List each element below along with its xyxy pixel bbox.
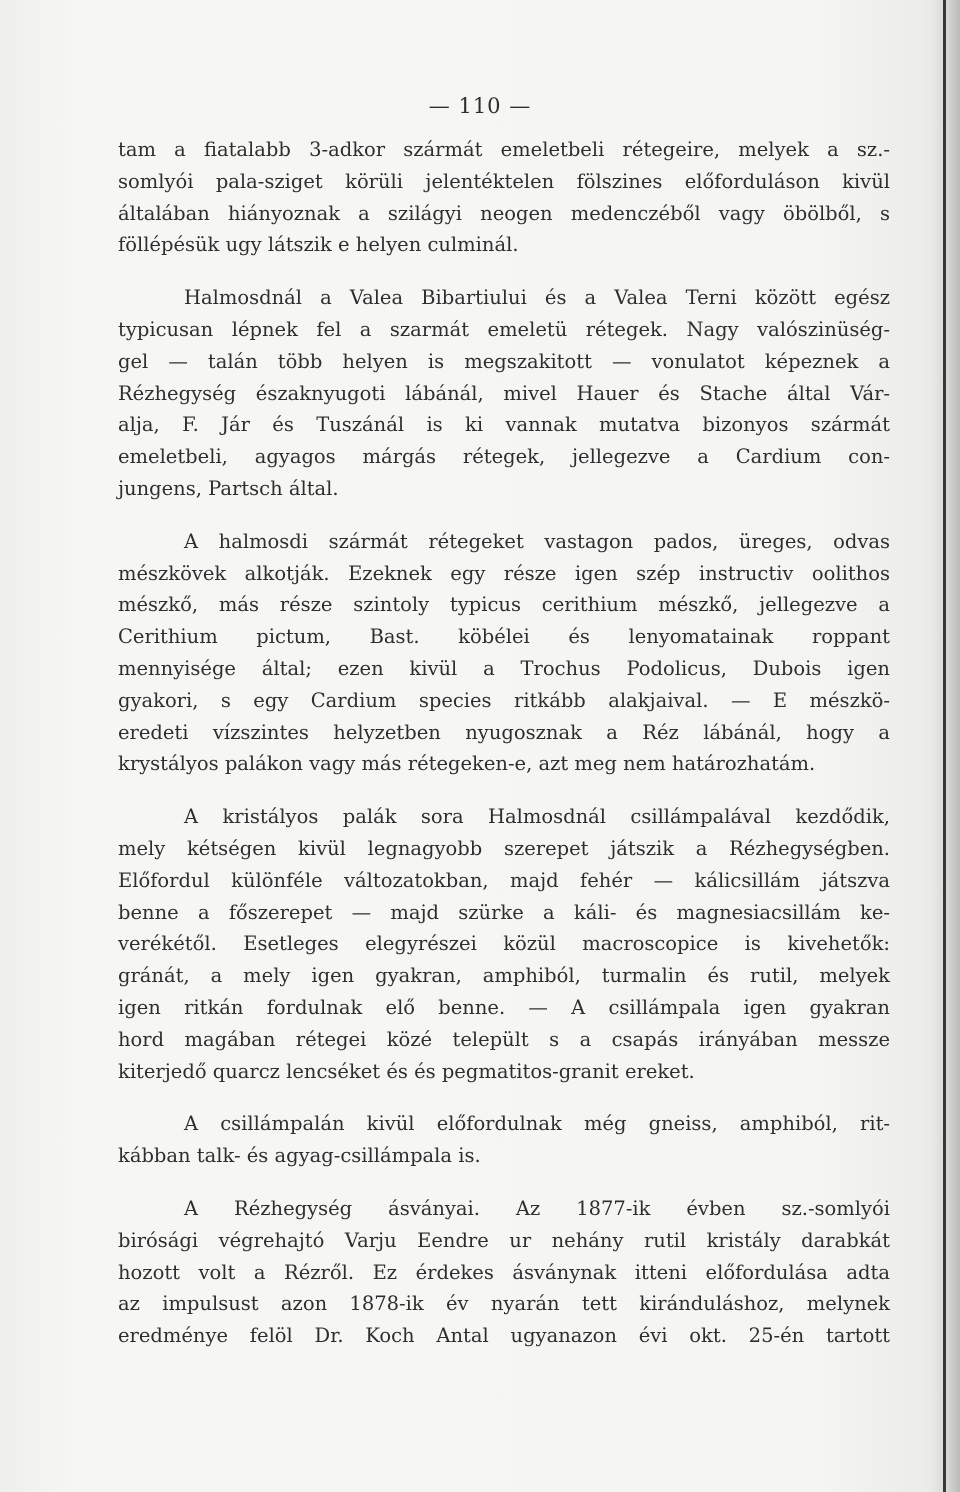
text-line: somlyói pala-sziget körüli jelentéktelen fölszines előforduláson kivül	[118, 169, 890, 193]
text-line: A halmosdi szármát rétegeket vastagon pados, üreges, odvas	[184, 529, 890, 553]
text-line: hozott volt a Rézről. Ez érdekes ásványnak itteni előfordulása adta	[118, 1260, 890, 1284]
text-line: verékétől. Esetleges elegyrészei közül macroscopice is kivehetők:	[118, 932, 890, 956]
text-line: birósági végrehajtó Varju Eendre ur nehány rutil kristály darabkát	[118, 1228, 890, 1252]
text-line: kiterjedő quarcz lencséket és és pegmatitos-granit ereket.	[118, 1059, 695, 1083]
text-line: hord magában rétegei közé települt s a csapás irányában messze	[118, 1027, 890, 1051]
text-line: mészkövek alkotják. Ezeknek egy része igen szép instructiv oolithos	[118, 561, 890, 585]
text-line: typicusan lépnek fel a szarmát emeletü rétegek. Nagy valószinüség-	[118, 317, 890, 341]
text-line: eredménye felöl Dr. Koch Antal ugyanazon évi okt. 25-én tartott	[118, 1324, 890, 1348]
text-line: tam a fiatalabb 3-adkor szármát emeletbeli rétegeire, melyek a sz.-	[118, 138, 890, 161]
text-line: A kristályos palák sora Halmosdnál csillámpalával kezdődik,	[184, 805, 890, 829]
text-line: az impulsust azon 1878-ik év nyarán tett kiránduláshoz, melynek	[118, 1292, 890, 1316]
text-line: mely kétségen kivül legnagyobb szerepet játszik a Rézhegységben.	[118, 836, 890, 860]
text-line: jungens, Partsch által.	[118, 476, 339, 500]
text-line: gel — talán több helyen is megszakitott — vonulatot képeznek a	[118, 349, 890, 373]
text-line: Halmosdnál a Valea Bibartiului és a Valea Terni között egész	[184, 286, 890, 310]
text-line: kábban talk- és agyag-csillámpala is.	[118, 1144, 481, 1168]
text-line: Előfordul különféle változatokban, majd fehér — kálicsillám játszva	[118, 868, 890, 892]
text-line: mennyisége által; ezen kivül a Trochus Podolicus, Dubois igen	[118, 656, 890, 680]
body-text	[118, 134, 890, 1352]
text-line: alja, F. Jár és Tuszánál is ki vannak mutatva bizonyos szármát	[118, 413, 890, 437]
text-line: A csillámpalán kivül előfordulnak még gneiss, amphiból, rit-	[184, 1112, 890, 1136]
text-line: Cerithium pictum, Bast. köbélei és lenyomatainak roppant	[118, 625, 890, 649]
text-line: A Rézhegység ásványai. Az 1877-ik évben sz.-somlyói	[184, 1196, 890, 1220]
text-line: emeletbeli, agyagos márgás rétegek, jellegezve a Cardium con-	[118, 445, 890, 469]
text-line: általában hiányoznak a szilágyi neogen medenczéből vagy öbölből, s	[118, 201, 890, 225]
text-line: Rézhegység északnyugoti lábánál, mivel Hauer és Stache által Vár-	[118, 381, 890, 405]
text-line: gránát, a mely igen gyakran, amphiból, turmalin és rutil, melyek	[118, 964, 890, 988]
text-line: föllépésük ugy látszik e helyen culminál.	[118, 233, 519, 257]
book-spine-edge	[943, 0, 946, 1492]
text-line: krystályos palákon vagy más rétegeken-e, azt meg nem határozhatám.	[118, 752, 816, 776]
text-line: eredeti vízszintes helyzetben nyugosznak a Réz lábánál, hogy a	[118, 720, 890, 744]
text-line: mészkő, más része szintoly typicus cerithium mészkő, jellegezve a	[118, 593, 890, 617]
page-number: — 110 —	[428, 94, 532, 118]
text-line: gyakori, s egy Cardium species ritkább alakjaival. — E mészkö-	[118, 688, 890, 712]
text-line: igen ritkán fordulnak elő benne. — A csillámpala igen gyakran	[118, 995, 890, 1019]
text-line: benne a főszerepet — majd szürke a káli- és magnesiacsillám ke-	[118, 900, 890, 924]
